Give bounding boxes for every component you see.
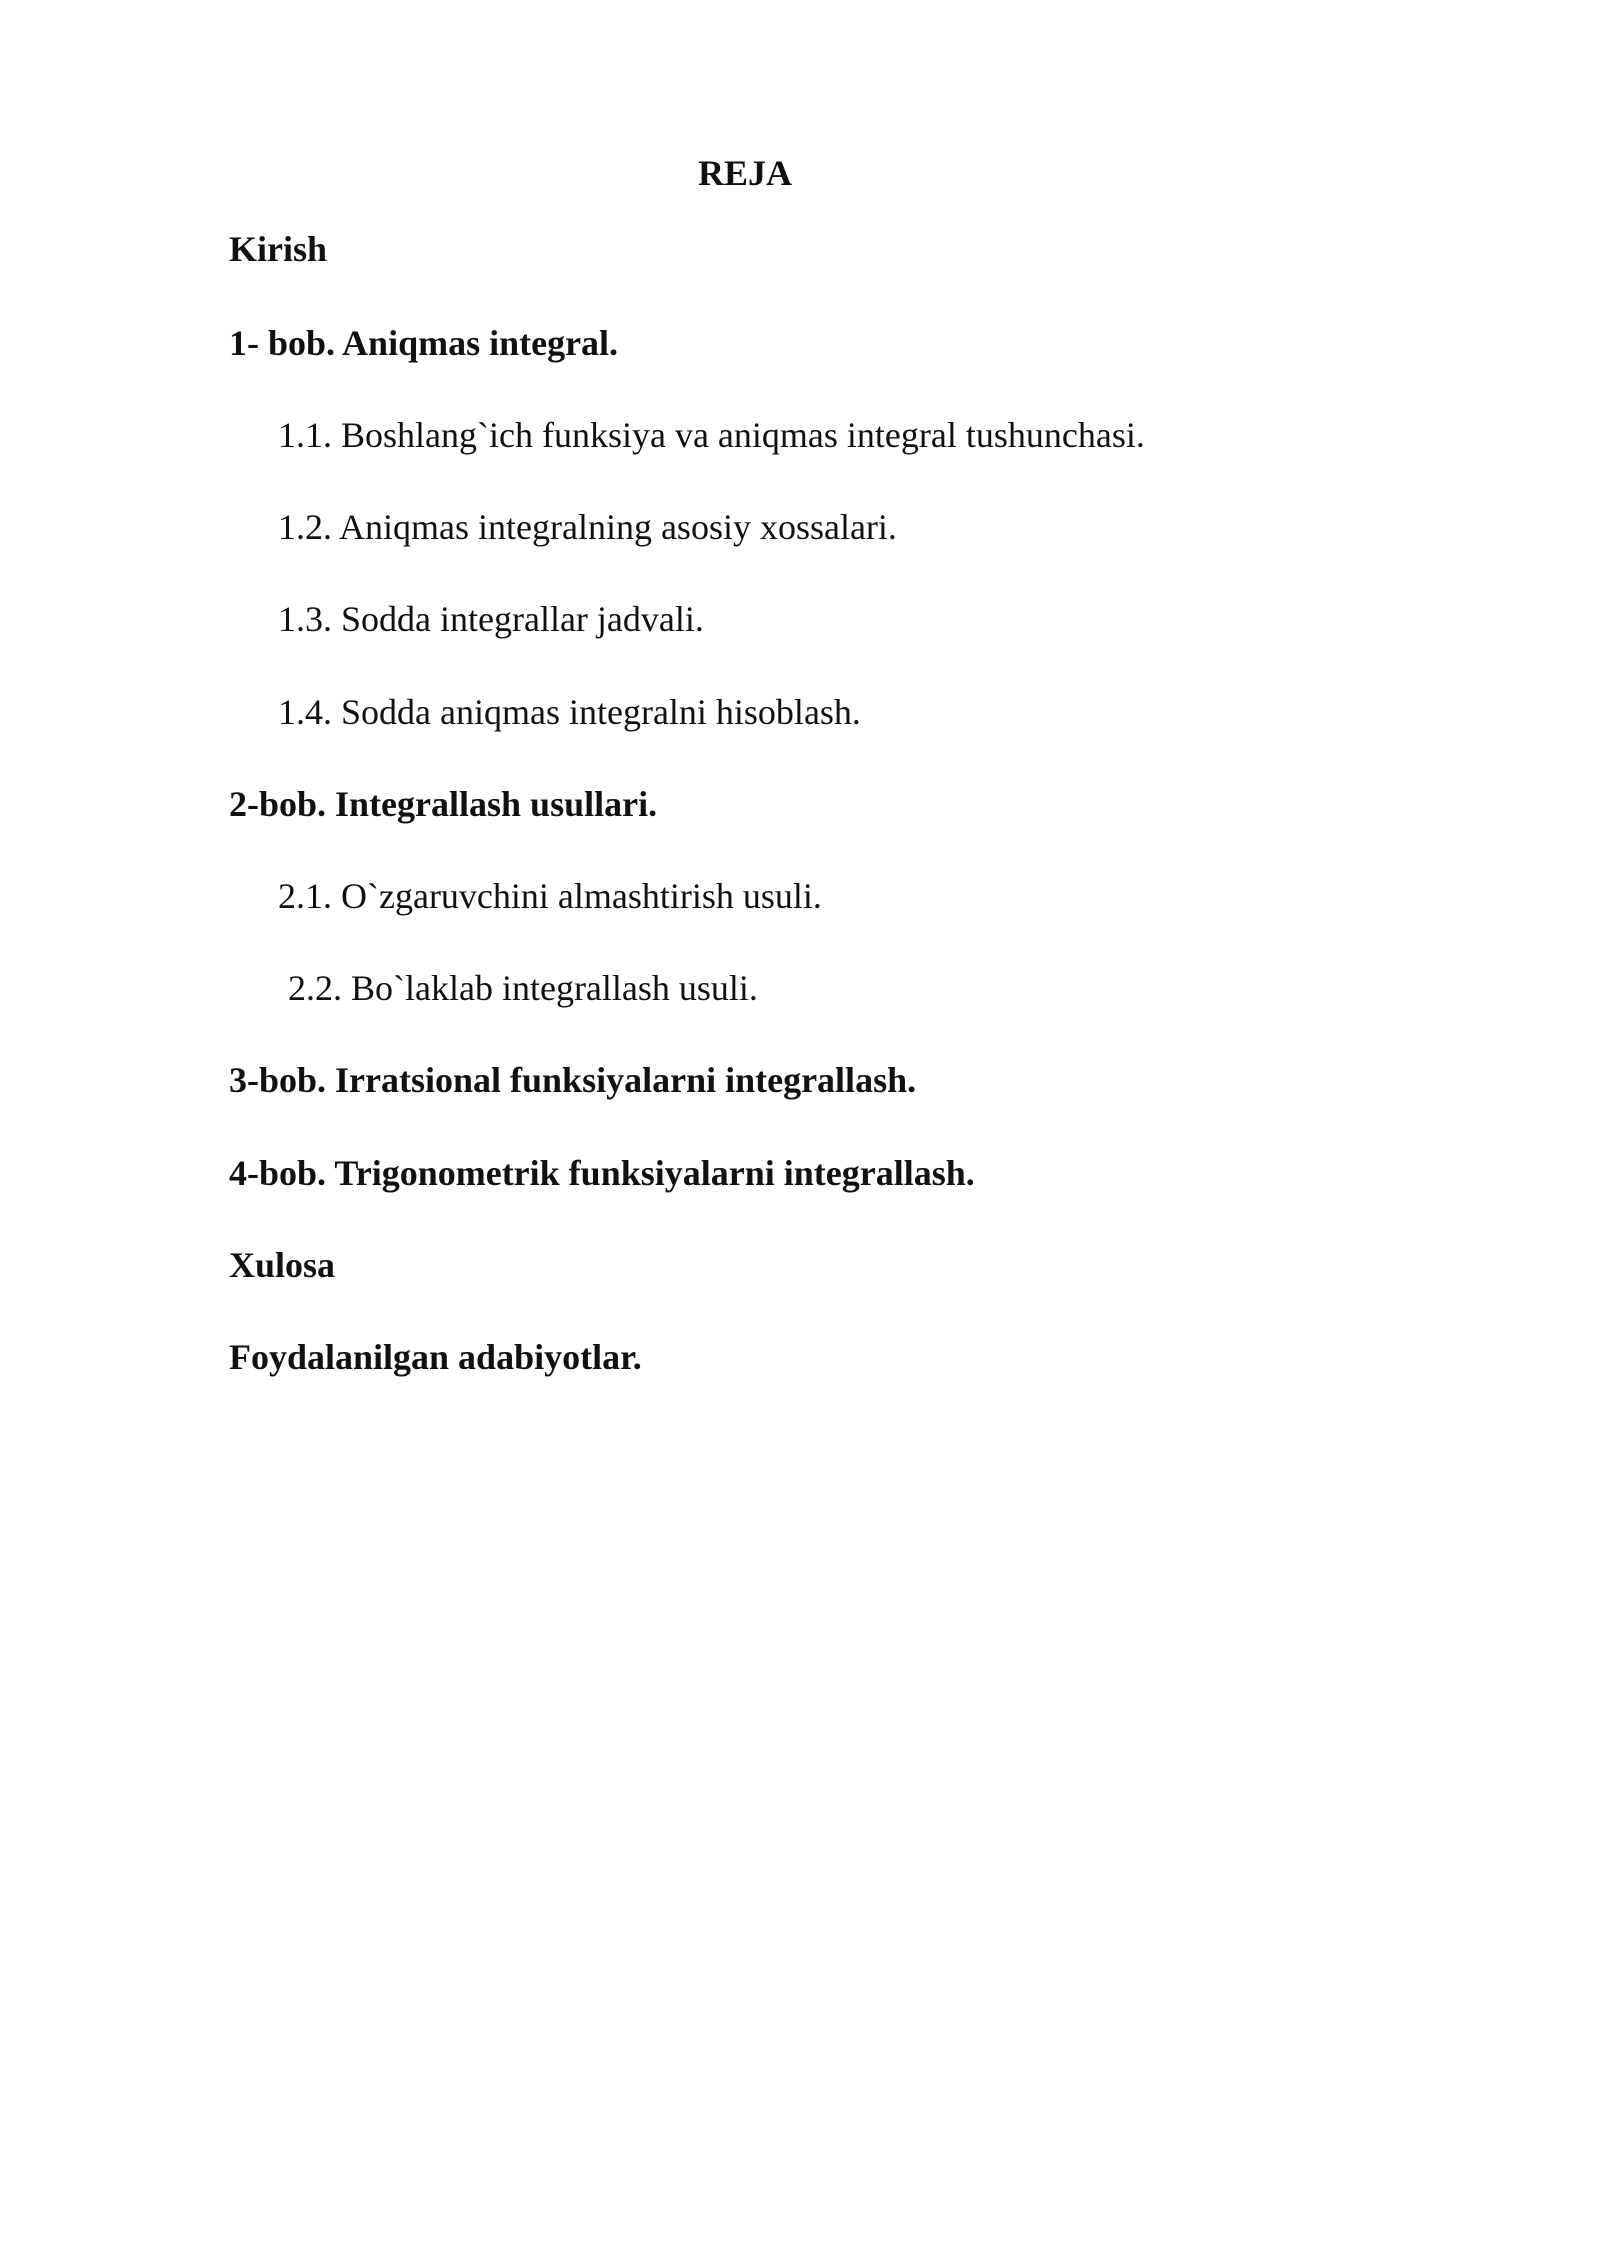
toc-item-chapter-2: 2-bob. Integrallash usullari. [229,784,658,824]
toc-item-1-2: 1.2. Aniqmas integralning asosiy xossalari. [278,507,897,547]
toc-item-chapter-3: 3-bob. Irratsional funksiyalarni integrallash. [229,1060,917,1100]
toc-item-2-2: 2.2. Bo`laklab integrallash usuli. [288,968,758,1008]
page-title: REJA [697,153,792,193]
toc-item-chapter-1: 1- bob. Aniqmas integral. [229,323,619,363]
toc-item-1-3: 1.3. Sodda integrallar jadvali. [278,599,704,639]
toc-item-1-1: 1.1. Boshlang`ich funksiya va aniqmas integral tushunchasi. [278,415,1145,455]
toc-item-kirish: Kirish [229,229,328,269]
toc-item-1-4: 1.4. Sodda aniqmas integralni hisoblash. [278,692,861,732]
toc-item-xulosa: Xulosa [229,1245,336,1285]
toc-item-chapter-4: 4-bob. Trigonometrik funksiyalarni integrallash. [229,1153,975,1193]
toc-item-references: Foydalanilgan adabiyotlar. [229,1337,642,1377]
toc-item-2-1: 2.1. O`zgaruvchini almashtirish usuli. [278,876,822,916]
